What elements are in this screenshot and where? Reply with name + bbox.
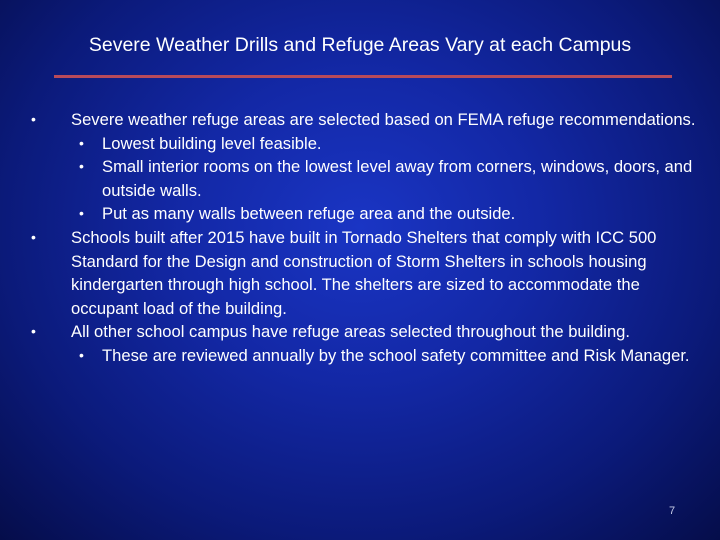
bullet-text: Lowest building level feasible. xyxy=(102,133,322,153)
bullet-text: Schools built after 2015 have built in Tornado Shelters that comply with ICC 500 Standard for the Design and construction of Storm Shelters in schools housing kindergarten through high school. The shelters are sized to accommodate the occupant load of the building. xyxy=(71,227,657,318)
bullet-text: All other school campus have refuge areas selected throughout the building. xyxy=(71,322,631,342)
sub-bullet-item xyxy=(28,202,698,226)
bullet-marker: • xyxy=(31,228,36,245)
sub-bullet-item xyxy=(28,155,698,202)
sub-bullet-item xyxy=(28,344,698,368)
sub-bullet-item xyxy=(28,132,698,156)
bullet-item xyxy=(28,108,698,132)
title-divider xyxy=(54,75,672,78)
slide-content xyxy=(28,108,698,368)
slide-title: Severe Weather Drills and Refuge Areas Vary at each Campus xyxy=(88,34,632,56)
bullet-text: These are reviewed annually by the school safety committee and Risk Manager. xyxy=(102,345,690,365)
bullet-marker: • xyxy=(31,111,36,127)
bullet-marker: • xyxy=(31,323,36,340)
bullet-marker: • xyxy=(79,205,84,222)
bullet-item xyxy=(28,320,698,344)
bullet-text: Put as many walls between refuge area and the outside. xyxy=(102,204,516,224)
bullet-marker: • xyxy=(79,134,84,151)
bullet-text: Small interior rooms on the lowest level away from corners, windows, doors, and outside walls. xyxy=(102,157,693,200)
bullet-item xyxy=(28,226,698,320)
page-number: 7 xyxy=(668,505,676,517)
bullet-marker: • xyxy=(79,158,84,175)
bullet-marker: • xyxy=(79,346,84,363)
bullet-text: Severe weather refuge areas are selected based on FEMA refuge recommendations. xyxy=(71,110,696,129)
